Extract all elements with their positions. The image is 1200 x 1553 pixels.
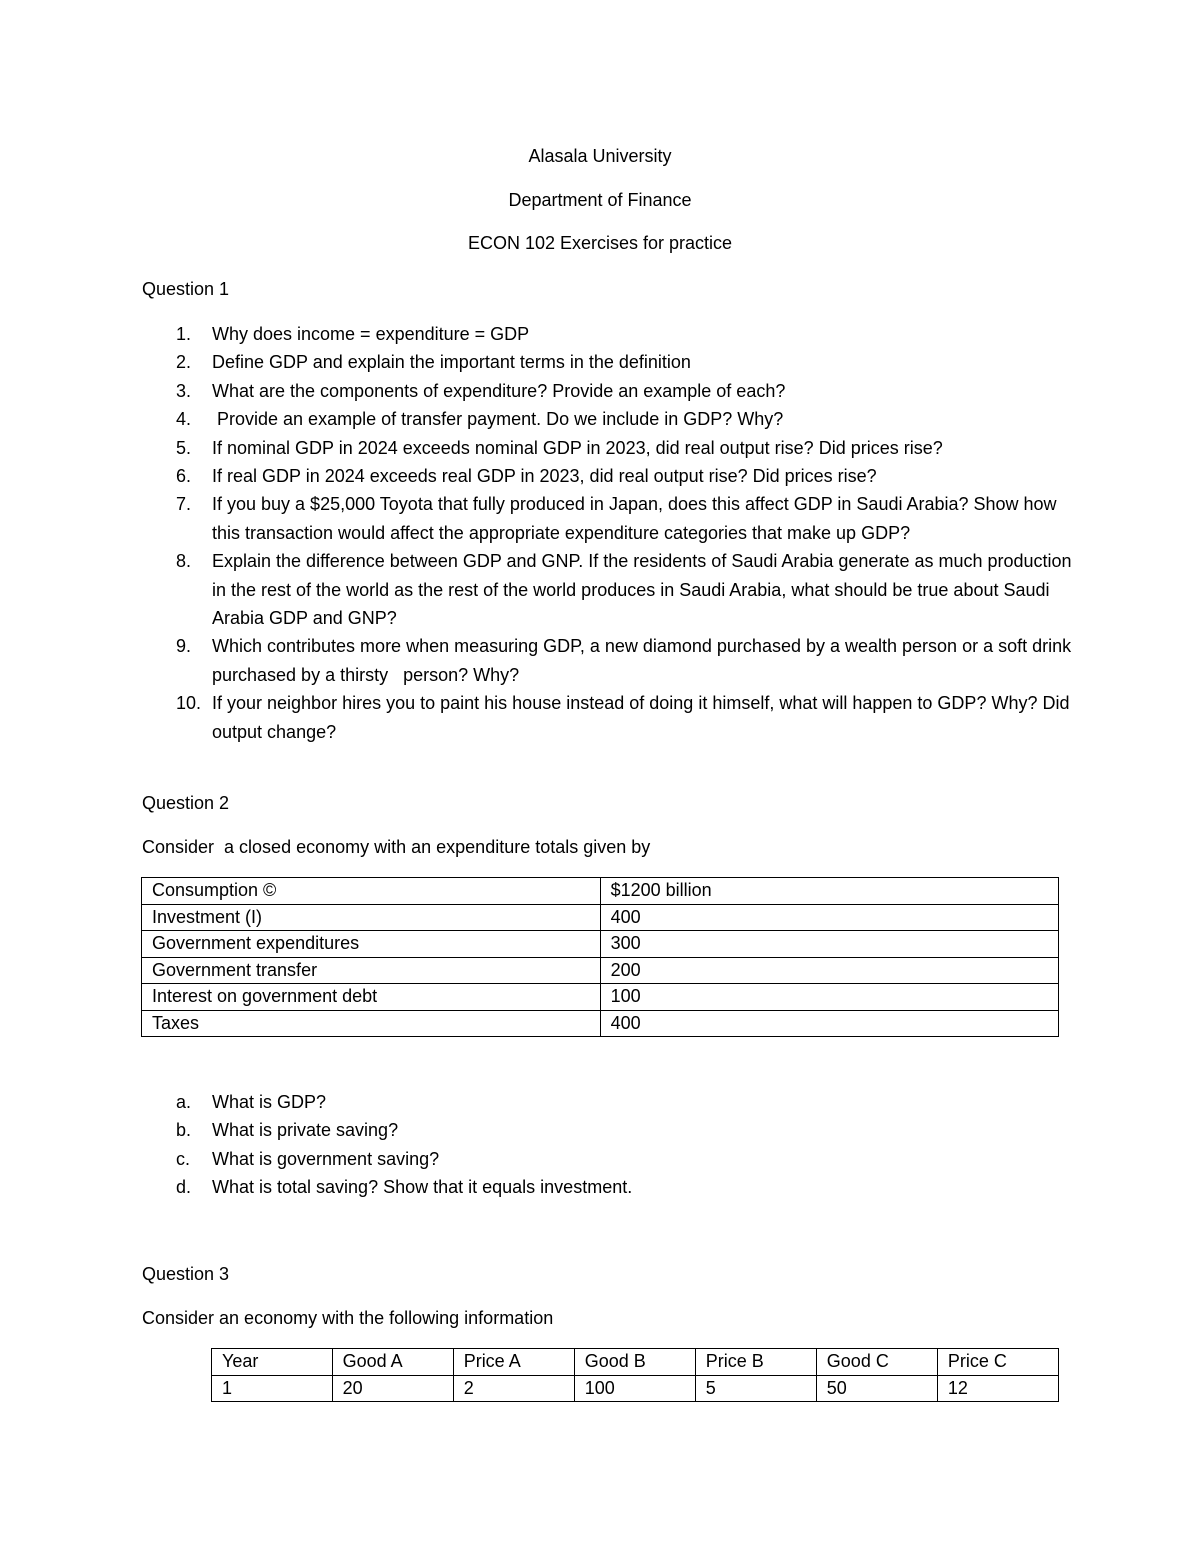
question-2-intro: Consider a closed economy with an expenditure totals given by xyxy=(142,837,651,857)
list-item-text: Which contributes more when measuring GDP, a new diamond purchased by a wealth person or a soft drink purchased by a thirsty person? Why? xyxy=(212,636,1077,685)
list-item xyxy=(142,348,1072,376)
list-item-number: 2. xyxy=(176,352,192,373)
question-1-list xyxy=(142,320,1077,746)
table-row xyxy=(142,904,1059,931)
list-item xyxy=(142,405,1072,433)
question-2-title: Question 2 xyxy=(142,793,230,813)
list-item xyxy=(142,490,1072,547)
list-item xyxy=(142,689,1072,746)
question-2-list xyxy=(142,1088,632,1202)
list-item-number: 10. xyxy=(176,693,202,714)
table-cell: 20 xyxy=(332,1375,453,1402)
table-cell-value: 400 xyxy=(600,904,1058,931)
department-name: Department of Finance xyxy=(508,190,692,210)
table-row xyxy=(142,878,1059,905)
table-cell-label: Taxes xyxy=(142,1010,601,1037)
question-3-intro: Consider an economy with the following information xyxy=(142,1308,554,1328)
list-item-number: 1. xyxy=(176,324,192,344)
table-cell-value: 100 xyxy=(600,984,1058,1011)
list-item-number: 6. xyxy=(176,466,192,487)
list-item xyxy=(142,1173,632,1201)
table-cell-label: Government transfer xyxy=(142,957,601,984)
table-cell-label: Interest on government debt xyxy=(142,984,601,1011)
list-item xyxy=(142,1145,632,1173)
table-cell-value: $1200 billion xyxy=(600,878,1058,905)
production-table xyxy=(211,1348,1059,1402)
table-cell-label: Consumption © xyxy=(142,878,601,905)
table-header-row xyxy=(212,1349,1059,1376)
table-row xyxy=(142,1010,1059,1037)
list-item-text: If your neighbor hires you to paint his house instead of doing it himself, what will happen to GDP? Why? Did output change? xyxy=(212,693,1070,742)
list-item-number: 8. xyxy=(176,551,192,572)
table-row xyxy=(142,957,1059,984)
table-cell: 100 xyxy=(574,1375,695,1402)
table-cell-label: Investment (I) xyxy=(142,904,601,931)
table-header-cell: Price A xyxy=(453,1349,574,1376)
list-item-text: Why does income = expenditure = GDP xyxy=(212,324,530,344)
table-row xyxy=(142,984,1059,1011)
table-cell-value: 400 xyxy=(600,1010,1058,1037)
table-row xyxy=(212,1375,1059,1402)
table-row xyxy=(142,931,1059,958)
list-item-letter: d. xyxy=(176,1177,192,1198)
table-cell: 50 xyxy=(816,1375,937,1402)
list-item-text: Define GDP and explain the important terms in the definition xyxy=(212,352,691,373)
table-header-cell: Good B xyxy=(574,1349,695,1376)
list-item-letter: a. xyxy=(176,1092,192,1112)
table-cell-value: 300 xyxy=(600,931,1058,958)
question-3-title: Question 3 xyxy=(142,1264,230,1284)
list-item-text: What is GDP? xyxy=(212,1092,327,1112)
university-name: Alasala University xyxy=(528,146,672,166)
list-item xyxy=(142,462,1072,490)
list-item-number: 7. xyxy=(176,494,192,515)
list-item-text: What are the components of expenditure? Provide an example of each? xyxy=(212,380,786,401)
table-cell-label: Government expenditures xyxy=(142,931,601,958)
table-cell: 2 xyxy=(453,1375,574,1402)
list-item-text: If real GDP in 2024 exceeds real GDP in 2023, did real output rise? Did prices rise? xyxy=(212,466,877,487)
expenditure-table xyxy=(141,877,1059,1037)
list-item-number: 5. xyxy=(176,437,192,458)
list-item xyxy=(142,1116,632,1144)
list-item xyxy=(142,547,1072,632)
table-header-cell: Price C xyxy=(937,1349,1058,1376)
table-header-cell: Year xyxy=(212,1349,333,1376)
course-title: ECON 102 Exercises for practice xyxy=(467,233,733,253)
list-item xyxy=(142,1088,632,1116)
table-cell-value: 200 xyxy=(600,957,1058,984)
list-item-number: 9. xyxy=(176,636,192,657)
list-item xyxy=(142,377,1072,405)
table-header-cell: Price B xyxy=(695,1349,816,1376)
table-cell: 12 xyxy=(937,1375,1058,1402)
list-item-number: 3. xyxy=(176,380,192,401)
list-item-text: Explain the difference between GDP and GNP. If the residents of Saudi Arabia generate as much production in the rest of the world as the rest of the world produces in Saudi Arabia, what should be true about Saudi Arabia GDP and GNP? xyxy=(212,551,1072,629)
list-item xyxy=(142,632,1077,689)
list-item-number: 4. xyxy=(176,409,192,430)
table-header-cell: Good C xyxy=(816,1349,937,1376)
list-item-text: If you buy a $25,000 Toyota that fully produced in Japan, does this affect GDP in Saudi Arabia? Show how this transaction would affect the appropriate expenditure categories that make up GDP? xyxy=(212,494,1057,543)
table-header-cell: Good A xyxy=(332,1349,453,1376)
table-cell: 1 xyxy=(212,1375,333,1402)
list-item-text: What is total saving? Show that it equals investment. xyxy=(212,1177,633,1198)
list-item xyxy=(142,320,1072,348)
list-item-text: Provide an example of transfer payment. Do we include in GDP? Why? xyxy=(212,409,784,430)
question-1-title: Question 1 xyxy=(142,279,230,299)
list-item-text: What is government saving? xyxy=(212,1148,440,1169)
table-cell: 5 xyxy=(695,1375,816,1402)
list-item-letter: c. xyxy=(176,1148,191,1169)
list-item xyxy=(142,434,1072,462)
list-item-letter: b. xyxy=(176,1120,192,1141)
list-item-text: What is private saving? xyxy=(212,1120,399,1141)
list-item-text: If nominal GDP in 2024 exceeds nominal GDP in 2023, did real output rise? Did prices rise? xyxy=(212,437,943,458)
